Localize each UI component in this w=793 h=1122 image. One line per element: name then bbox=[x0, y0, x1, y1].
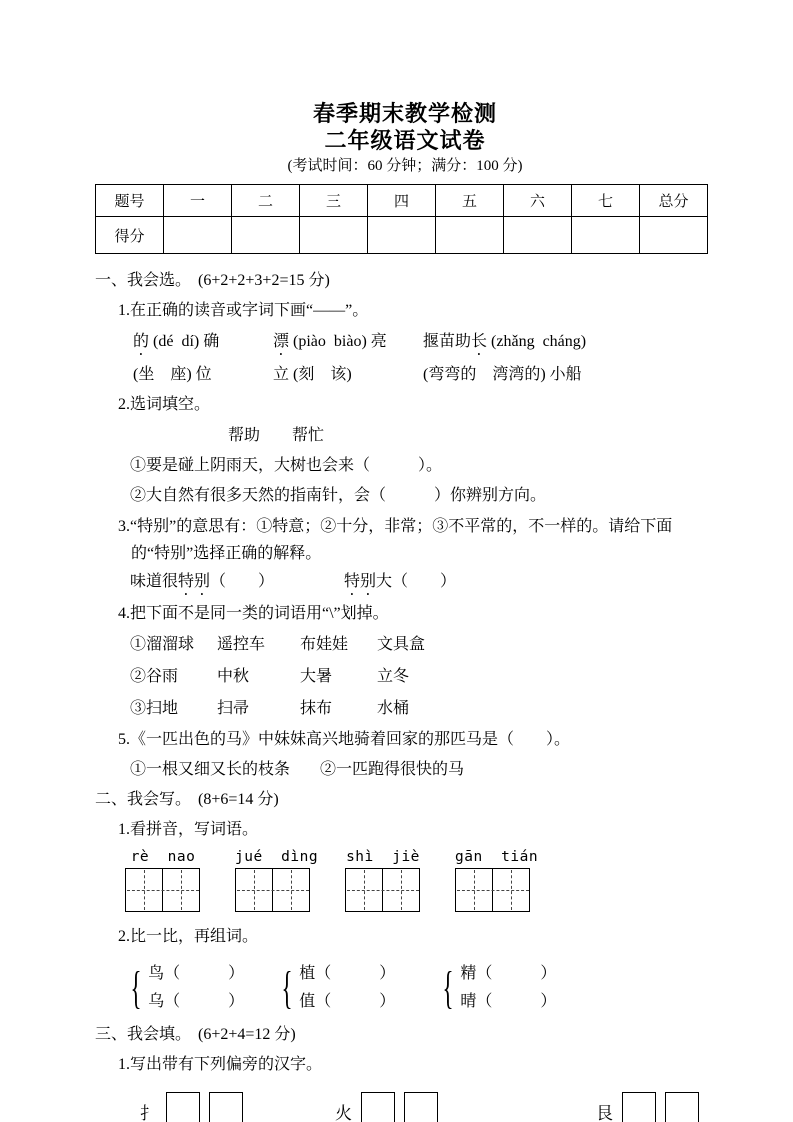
s1-q5-options bbox=[130, 755, 715, 785]
score-cell bbox=[232, 217, 300, 254]
pinyin-group bbox=[455, 847, 539, 912]
s1-q3-label-line1: 3.“特别”的意思有：①特意；②十分，非常；③不平常的，不一样的。请给下面 bbox=[118, 518, 673, 535]
q1-item: 的 (dé dí) 确 bbox=[133, 333, 220, 350]
score-cell bbox=[368, 217, 436, 254]
score-table-score-row bbox=[96, 217, 708, 254]
q5-option-1: ①一根又细又长的枝条 bbox=[130, 761, 291, 778]
compare-line: 晴（ ） bbox=[460, 993, 557, 1010]
writing-grid bbox=[455, 868, 531, 912]
score-table-corner-label: 题号 bbox=[96, 185, 164, 217]
brace-glyph: { bbox=[281, 962, 293, 1013]
exam-title-line2: 二年级语文试卷 bbox=[324, 128, 486, 153]
word-item: 布娃娃 bbox=[300, 636, 349, 653]
score-table-col-6: 六 bbox=[504, 185, 572, 217]
compare-words-row bbox=[95, 960, 715, 1016]
writing-box bbox=[162, 868, 200, 912]
q1-item: 揠苗助长 (zhǎng cháng) bbox=[423, 333, 587, 350]
s1-q1-row1 bbox=[133, 326, 715, 359]
compare-line: 鸟（ ） bbox=[148, 965, 245, 982]
word-item: 抹布 bbox=[300, 700, 333, 717]
compare-line: 精（ ） bbox=[460, 965, 557, 982]
s3-q1-label: 1.写出带有下列偏旁的汉字。 bbox=[118, 1056, 323, 1073]
answer-box bbox=[404, 1092, 438, 1122]
radical-row bbox=[95, 1088, 715, 1122]
radical-label: 艮 bbox=[596, 1103, 613, 1122]
answer-box bbox=[622, 1092, 656, 1122]
compare-line: 植（ ） bbox=[299, 965, 396, 982]
pinyin-group bbox=[125, 847, 201, 912]
writing-box bbox=[492, 868, 530, 912]
q1-item: (坐 座) 位 bbox=[133, 366, 212, 383]
brace-glyph: { bbox=[130, 962, 142, 1013]
answer-box bbox=[209, 1092, 243, 1122]
s1-q3-label-line2: 的“特别”选择正确的解释。 bbox=[131, 545, 322, 562]
word-item: ②谷雨 bbox=[130, 668, 179, 685]
writing-box bbox=[382, 868, 420, 912]
q1-item: 漂 (piào biào) 亮 bbox=[273, 333, 387, 350]
score-table-header-row bbox=[96, 185, 708, 217]
section-2-score: (8+6=14 分) bbox=[198, 791, 279, 808]
s1-q1-row2 bbox=[133, 359, 715, 390]
s1-q4-row1 bbox=[130, 629, 715, 661]
pinyin-label: gān tián bbox=[455, 849, 539, 865]
radical-group bbox=[335, 1092, 438, 1122]
compare-pair bbox=[437, 960, 556, 1016]
section-1-heading bbox=[95, 266, 715, 296]
s1-q2-label: 2.选词填空。 bbox=[118, 396, 211, 413]
s1-q2-item-1: ①要是碰上阴雨天，大树也会来（ ）。 bbox=[130, 457, 443, 474]
s1-q4-row2 bbox=[130, 661, 715, 693]
word-item: ③扫地 bbox=[130, 700, 179, 717]
answer-box bbox=[166, 1092, 200, 1122]
q1-item: (弯弯的 湾湾的) 小船 bbox=[423, 366, 582, 383]
score-table-col-total: 总分 bbox=[640, 185, 708, 217]
answer-box bbox=[361, 1092, 395, 1122]
section-3-heading bbox=[95, 1020, 715, 1050]
writing-box bbox=[235, 868, 273, 912]
radical-label: 火 bbox=[335, 1103, 352, 1122]
q5-option-2: ②一匹跑得很快的马 bbox=[320, 761, 465, 778]
section-1-score: (6+2+2+3+2=15 分) bbox=[198, 272, 330, 289]
s1-q2-item-2: ②大自然有很多天然的指南针，会（ ）你辨别方向。 bbox=[130, 487, 547, 504]
section-2-title: 二、我会写。 bbox=[95, 791, 192, 808]
pinyin-group bbox=[345, 847, 421, 912]
score-table-col-7: 七 bbox=[572, 185, 640, 217]
exam-content bbox=[95, 0, 715, 1122]
pinyin-label: rè nao bbox=[130, 849, 196, 865]
score-cell bbox=[572, 217, 640, 254]
radical-group bbox=[596, 1092, 699, 1122]
exam-title-line1: 春季期末教学检测 bbox=[312, 101, 497, 126]
s1-q2-word-bank: 帮助 帮忙 bbox=[228, 427, 325, 444]
score-cell bbox=[164, 217, 232, 254]
score-table-col-4: 四 bbox=[368, 185, 436, 217]
pinyin-label: jué dìng bbox=[235, 849, 319, 865]
writing-grid bbox=[235, 868, 311, 912]
writing-box bbox=[345, 868, 383, 912]
word-item: 文具盒 bbox=[377, 636, 426, 653]
brace-glyph: { bbox=[442, 962, 454, 1013]
s1-q5-label: 5.《一匹出色的马》中妹妹高兴地骑着回家的那匹马是（ ）。 bbox=[118, 731, 571, 748]
score-cell bbox=[504, 217, 572, 254]
s1-q4-row3 bbox=[130, 693, 715, 725]
score-cell bbox=[300, 217, 368, 254]
s1-q1-label: 1.在正确的读音或字词下画“——”。 bbox=[118, 302, 369, 319]
score-cell bbox=[640, 217, 708, 254]
section-1-title: 一、我会选。 bbox=[95, 272, 192, 289]
writing-grid bbox=[345, 868, 421, 912]
answer-box bbox=[665, 1092, 699, 1122]
score-table-col-5: 五 bbox=[436, 185, 504, 217]
exam-info: (考试时间：60 分钟；满分：100 分) bbox=[287, 158, 523, 174]
s1-q3-blanks bbox=[130, 567, 715, 599]
writing-box bbox=[272, 868, 310, 912]
score-table bbox=[95, 184, 708, 254]
word-item: 中秋 bbox=[217, 668, 250, 685]
radical-group bbox=[140, 1092, 243, 1122]
pinyin-writing-row bbox=[125, 847, 715, 912]
compare-line: 值（ ） bbox=[299, 993, 396, 1010]
score-table-col-1: 一 bbox=[164, 185, 232, 217]
compare-line: 乌（ ） bbox=[148, 993, 245, 1010]
compare-pair bbox=[125, 960, 244, 1016]
pinyin-group bbox=[235, 847, 319, 912]
word-item: 扫帚 bbox=[217, 700, 250, 717]
q3-item-a: 味道很特别（ ） bbox=[130, 573, 275, 590]
word-item: 大暑 bbox=[300, 668, 333, 685]
word-item: ①溜溜球 bbox=[130, 636, 195, 653]
word-item: 立冬 bbox=[377, 668, 410, 685]
section-3-score: (6+2+4=12 分) bbox=[198, 1026, 296, 1043]
radical-label: 扌 bbox=[140, 1103, 157, 1122]
score-row-label: 得分 bbox=[96, 217, 164, 254]
section-3-title: 三、我会填。 bbox=[95, 1026, 192, 1043]
q1-item: 立 (刻 该) bbox=[273, 366, 352, 383]
score-table-col-2: 二 bbox=[232, 185, 300, 217]
score-cell bbox=[436, 217, 504, 254]
s2-q2-label: 2.比一比，再组词。 bbox=[118, 928, 259, 945]
section-2-heading bbox=[95, 785, 715, 815]
score-table-col-3: 三 bbox=[300, 185, 368, 217]
writing-box bbox=[455, 868, 493, 912]
s2-q1-label: 1.看拼音，写词语。 bbox=[118, 821, 259, 838]
s1-q4-label: 4.把下面不是同一类的词语用“\”划掉。 bbox=[118, 605, 389, 622]
q3-item-b: 特别大（ ） bbox=[344, 573, 457, 590]
pinyin-label: shì jiè bbox=[346, 849, 420, 865]
word-item: 遥控车 bbox=[217, 636, 266, 653]
compare-pair bbox=[276, 960, 395, 1016]
writing-grid bbox=[125, 868, 201, 912]
writing-box bbox=[125, 868, 163, 912]
word-item: 水桶 bbox=[377, 700, 410, 717]
